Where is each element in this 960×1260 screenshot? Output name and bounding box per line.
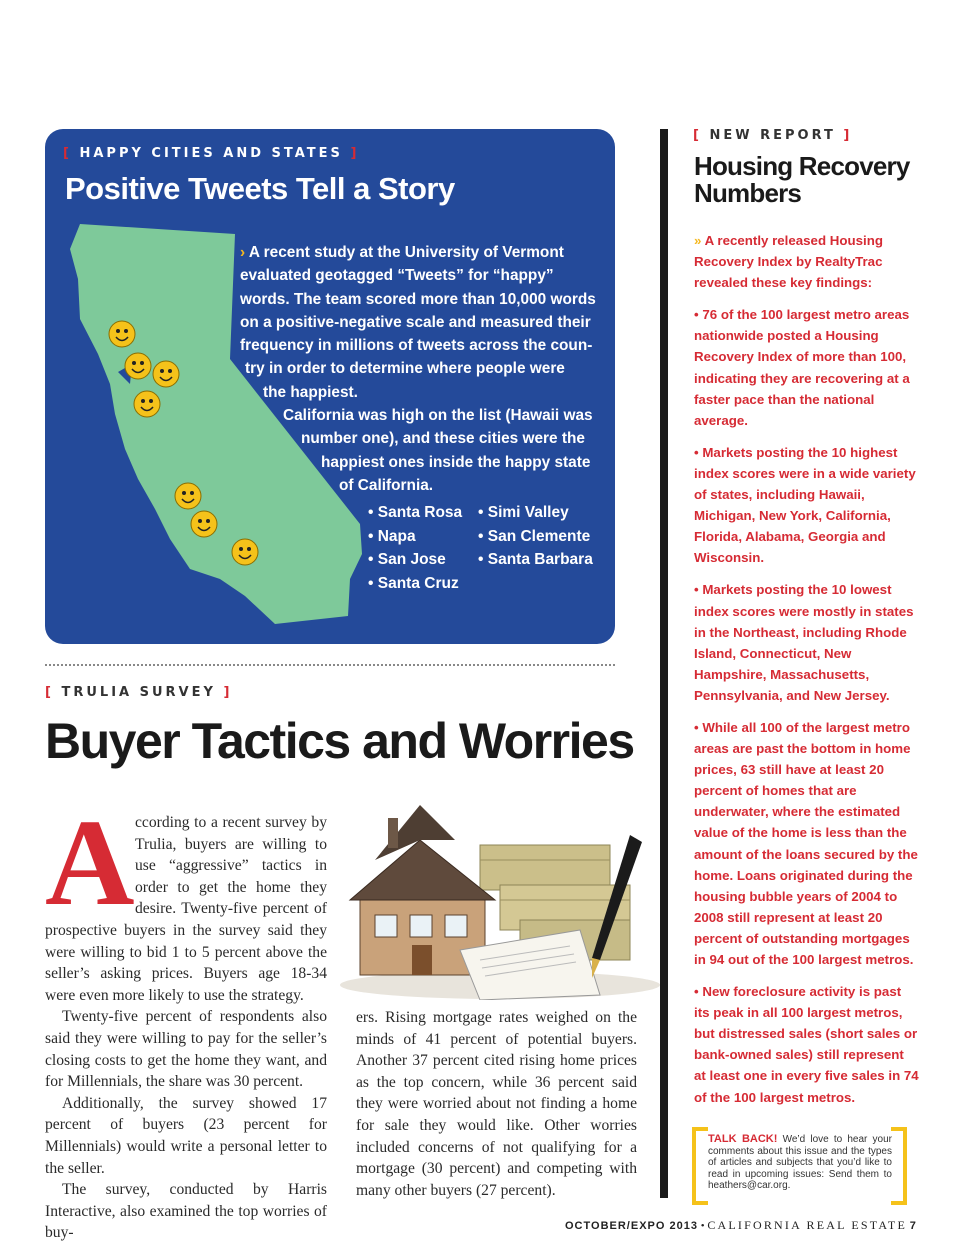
intro-line: California was high on the list (Hawaii was (283, 407, 593, 425)
happy-title: Positive Tweets Tell a Story (65, 171, 455, 206)
smiley-santa-cruz-icon (134, 391, 160, 417)
double-chevron-icon: » (694, 233, 705, 248)
talk-back-box (692, 1127, 907, 1197)
intro-line: try in order to determine where people were (245, 360, 565, 378)
page-footer (565, 1218, 925, 1233)
smiley-san-clemente-icon (232, 539, 258, 565)
city-item: • Santa Barbara (478, 551, 593, 568)
city-item: • Simi Valley (478, 504, 569, 521)
dotted-divider (45, 664, 615, 666)
report-title: Housing Recovery Numbers (694, 151, 910, 208)
report-bullet: • While all 100 of the largest metro areas are past the bottom in home prices, 63 still have at least 20 percent of homes that are underwater, where the estimated value of the home is less than the amount of the loans secured by the home. Loans originated during the housing bubble years of 2004 to 2008 still represent at least 20 percent of outstanding mortgages in 94 out of the 100 largest metros. (694, 719, 918, 967)
intro-line: the happiest. (263, 383, 358, 401)
intro-line: on a positive-negative scale and measured their (240, 313, 591, 331)
smiley-simi-valley-icon (191, 511, 217, 537)
happy-cities-panel (45, 129, 615, 644)
report-bullet: • New foreclosure activity is past its peak in all 100 largest metros, but distressed sales (short sales or bank-owned sales) still represent at least one in every five sales in 74 of the 100 largest metros. (694, 984, 919, 1105)
intro-line: evaluated geotagged “Tweets” for “happy” (240, 267, 554, 285)
report-body (694, 230, 919, 1119)
trulia-title: Buyer Tactics and Worries (45, 713, 634, 769)
city-item: • Napa (368, 527, 416, 545)
smiley-santa-rosa-icon (109, 321, 135, 347)
talk-back-text (708, 1134, 892, 1192)
report-intro: » A recently released Housing Recovery Index by RealtyTrac revealed these key findings: (694, 233, 883, 291)
intro-line: words. The team scored more than 10,000 words (240, 290, 596, 308)
intro-line: happiest ones inside the happy state (321, 453, 591, 471)
article-paragraph: The survey, conducted by Harris Interactive, also examined the top worries of buy- (45, 1181, 327, 1242)
report-bullet: • Markets posting the 10 lowest index scores were mostly in states in the Northeast, including Rhode Island, Connecticut, New Hampshire, Massachusetts, Pennsylvania, and New Jersey. (694, 582, 914, 703)
happy-intro-text (237, 241, 617, 497)
city-item: • Santa Rosa (368, 504, 463, 521)
trulia-kicker: [ TRULIA SURVEY ] (45, 685, 233, 700)
article-paragraph: ers. Rising mortgage rates weighed on the minds of 41 percent of potential buyers. Another 37 percent cited rising home prices as the top concern, while 36 percent said they were worried about not finding a home for sale they would like. Other worries included concerns of not qualifying for a mortgage (30 percent) and competing with many other buyers (27 percent). (356, 1009, 637, 1199)
report-bullet: • 76 of the 100 largest metro areas nationwide posted a Housing Recovery Index of more than 100, indicating they are recovering at a faster pace than the national average. (694, 307, 910, 428)
bracket-left (692, 1127, 708, 1205)
happy-kicker: [ HAPPY CITIES AND STATES ] (63, 146, 360, 161)
city-list-col1 (368, 501, 462, 595)
house-money-illustration (330, 800, 660, 1000)
paragraph-text: ccording to a recent survey by Trulia, buyers are willing to use “aggressive” tactics in order to get the home they desire. Twenty-five percent of prospective buyers in the survey said they were willing to bid 1 to 5 percent above the seller’s asking prices. Buyers age 18-34 were even more likely to use the strategy. (45, 814, 327, 1004)
intro-line: frequency in millions of tweets across the coun- (240, 337, 593, 355)
intro-line: number one), and these cities were the (301, 430, 585, 448)
article-column-right (356, 1007, 637, 1201)
footer-separator: • (700, 1220, 705, 1232)
city-item: • San Clemente (478, 527, 591, 545)
drop-cap: A (45, 794, 135, 931)
chevron-right-icon: › (240, 244, 249, 261)
report-bullet: • Markets posting the 10 highest index scores were in a wide variety of states, including Hawaii, Michigan, New York, California, Florida, Alabama, Georgia and Wisconsin. (694, 444, 916, 566)
city-item: • Santa Cruz (368, 574, 459, 592)
bracket-right (891, 1127, 907, 1205)
report-kicker: [ NEW REPORT ] (693, 128, 853, 143)
talk-back-heading: TALK BACK! (708, 1133, 778, 1145)
sidebar-rule (660, 129, 668, 1198)
footer-magazine: CALIFORNIA REAL ESTATE (707, 1218, 907, 1232)
city-list-col2 (478, 501, 593, 572)
talk-back-body: We’d love to hear your comments about this issue and the types of articles and subjects that you’d like to read in upcoming issues: Send them to heathers@car.org. (708, 1134, 892, 1191)
intro-line: › A recent study at the University of Vermont (240, 244, 564, 261)
intro-line: of California. (339, 476, 434, 494)
footer-issue: OCTOBER/EXPO 2013 (565, 1220, 698, 1232)
city-item: • San Jose (368, 551, 446, 568)
article-column-left (45, 794, 327, 1244)
article-paragraph (45, 794, 327, 1006)
smiley-napa-icon (125, 353, 151, 379)
footer-page-number: 7 (909, 1220, 917, 1232)
smiley-santa-barbara-icon (175, 483, 201, 509)
smiley-san-jose-icon (153, 361, 179, 387)
article-paragraph: Additionally, the survey showed 17 percent of buyers (23 percent for Millennials) would write a personal letter to the seller. (45, 1094, 327, 1177)
article-paragraph: Twenty-five percent of respondents also said they were willing to pay for the seller’s closing costs to get the home they want, and for Millennials, the share was 30 percent. (45, 1008, 327, 1091)
